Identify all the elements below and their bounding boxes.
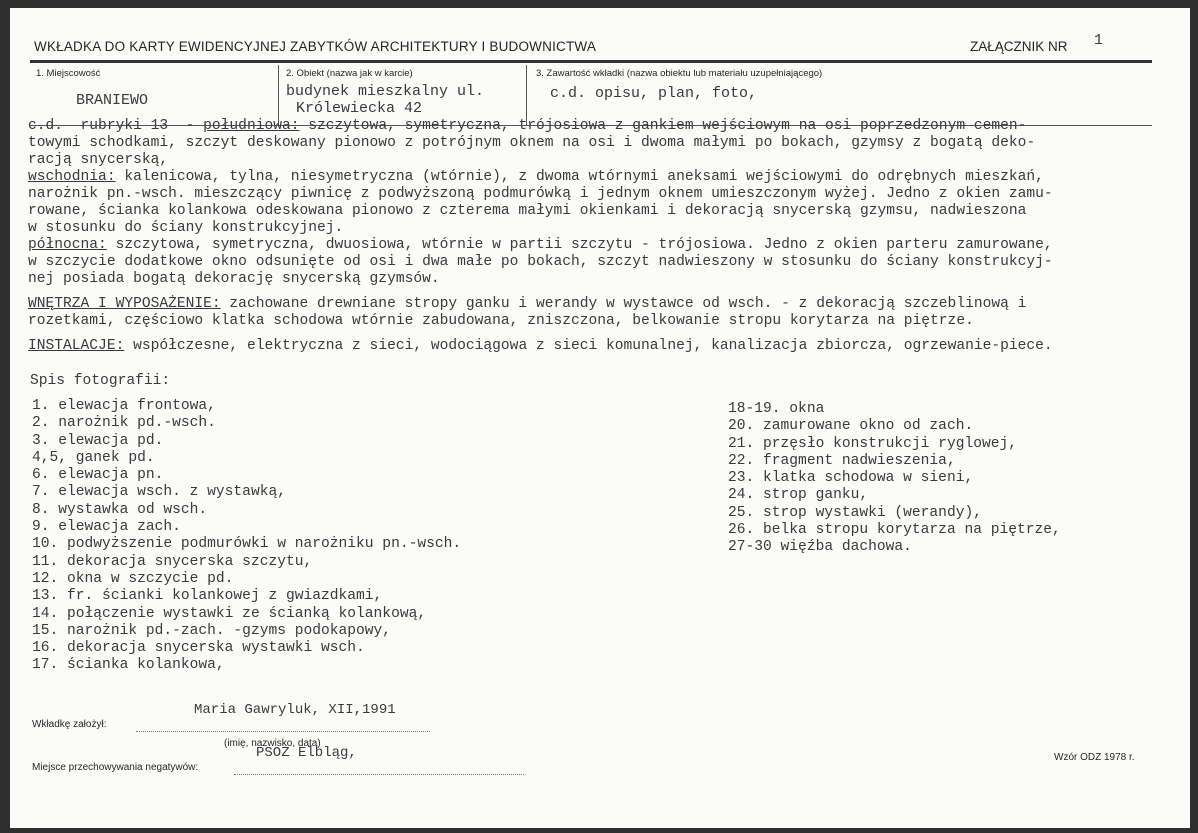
created-by-value: Maria Gawryluk, XII,1991: [194, 702, 396, 718]
section-heading-interiors: WNĘTRZA I WYPOSAŻENIE:: [28, 296, 221, 312]
photo-item: 13. fr. ścianki kolankowej z gwiazdkami,: [32, 588, 383, 605]
storage-dotted-line: [234, 773, 524, 775]
description-line: w stosunku do ściany konstrukcyjnej.: [28, 220, 344, 236]
photo-item: 16. dekoracja snycerska wystawki wsch.: [32, 640, 365, 657]
section-heading-east: wschodnia:: [28, 169, 116, 185]
locality-value: BRANIEWO: [76, 92, 149, 109]
description-line: nej posiada bogatą dekorację snycerską gzymsów.: [28, 271, 440, 287]
photo-item: 12. okna w szczycie pd.: [32, 570, 234, 587]
photo-item: 23. klatka schodowa w sieni,: [728, 470, 974, 487]
section-heading-installations: INSTALACJE:: [28, 338, 125, 354]
photo-item: 26. belka stropu korytarza na piętrze,: [728, 522, 1061, 539]
photo-item: 22. fragment nadwieszenia,: [728, 452, 956, 469]
photo-item: 8. wystawka od wsch.: [32, 501, 208, 518]
record-card: [10, 8, 1190, 828]
photo-list-right: [728, 401, 1061, 557]
photo-list-left: [32, 398, 461, 675]
form-model-note: Wzór ODZ 1978 r.: [1054, 752, 1135, 763]
description-line: c.d. rubryki 13 - południowa: szczytowa, symetryczna, trójosiowa z gankiem wejściowym na osi poprzedzonym cemen-: [28, 118, 1027, 134]
section-heading-north: północna:: [28, 237, 107, 253]
photo-item: 14. połączenie wystawki ze ścianką kolankową,: [32, 605, 427, 622]
locality-label: 1. Miejscowość: [36, 68, 101, 79]
photo-item: 9. elewacja zach.: [32, 519, 181, 536]
description-line: rozetkami, częściowo klatka schodowa wtórnie zabudowana, zniszczona, belkowanie stropu korytarza na piętrze.: [28, 313, 974, 329]
photo-item: 20. zamurowane okno od zach.: [728, 418, 974, 435]
created-by-label: Wkładkę założył:: [32, 719, 107, 730]
storage-value: PSOZ Elbląg,: [256, 745, 357, 761]
description-line: północna: szczytowa, symetryczna, dwuosiowa, wtórnie w partii szczytu - trójosiowa. Jedno z okien parteru zamurowane,: [28, 237, 1053, 253]
contents-value: c.d. opisu, plan, foto,: [550, 85, 758, 102]
photo-item: 1. elewacja frontowa,: [32, 398, 216, 414]
description-line: narożnik pn.-wsch. mieszczący piwnicę z podwyższoną podmurówką i jednym oknem umieszczonym wyżej. Jedno z okien zamu-: [28, 186, 1053, 202]
photo-item: 17. ścianka kolankowa,: [32, 657, 225, 674]
annex-label: ZAŁĄCZNIK NR: [970, 39, 1068, 54]
photo-item: 21. przęsło konstrukcji ryglowej,: [728, 435, 1018, 452]
object-value-line2: Królewiecka 42: [296, 100, 423, 117]
created-by-hint: (imię, nazwisko, data): [224, 738, 321, 749]
photo-item: 7. elewacja wsch. z wystawką,: [32, 484, 286, 501]
photo-item: 27-30 więźba dachowa.: [728, 539, 912, 556]
photo-item: 24. strop ganku,: [728, 487, 869, 504]
photo-item: 2. narożnik pd.-wsch.: [32, 415, 216, 432]
storage-label: Miejsce przechowywania negatywów:: [32, 762, 199, 773]
annex-number: 1: [1094, 32, 1104, 49]
description-line: towymi schodkami, szczyt deskowany pionowo z potrójnym oknem na osi i dwoma małymi po bokach, gzymsy z bogatą deko-: [28, 135, 1036, 151]
card-title: WKŁADKA DO KARTY EWIDENCYJNEJ ZABYTKÓW ARCHITEKTURY I BUDOWNICTWA: [34, 39, 597, 54]
photo-item: 11. dekoracja snycerska szczytu,: [32, 553, 313, 570]
description-line: WNĘTRZA I WYPOSAŻENIE: zachowane drewniane stropy ganku i werandy w wystawce od wsch. - z dekoracją szczeblinową i: [28, 296, 1027, 312]
created-by-dotted-line: [136, 730, 430, 732]
header-rule: [30, 60, 1152, 63]
description-line: wschodnia: kalenicowa, tylna, niesymetryczna (wtórnie), z dwoma wtórnymi aneksami wejściowymi do odrębnych mieszkań,: [28, 169, 1044, 185]
description-line: rowane, ścianka kolankowa odeskowana pionowo z czterema małymi okienkami i dekoracją snycerską gzymsu, nadwieszona: [28, 203, 1027, 219]
column-divider: [526, 65, 527, 125]
description-line: INSTALACJE: współczesne, elektryczna z sieci, wodociągowa z sieci komunalnej, kanalizacja zbiorcza, ogrzewanie-piece.: [28, 338, 1053, 354]
photo-item: 6. elewacja pn.: [32, 467, 164, 484]
photo-list-heading: Spis fotografii:: [30, 373, 171, 389]
photo-item: 25. strop wystawki (werandy),: [728, 504, 982, 521]
photo-item: 4,5, ganek pd.: [32, 449, 155, 466]
object-value-line1: budynek mieszkalny ul.: [286, 83, 485, 100]
column-divider: [278, 65, 279, 125]
photo-item: 15. narożnik pd.-zach. -gzyms podokapowy,: [32, 622, 392, 639]
description-line: racją snycerską,: [28, 152, 169, 168]
section-heading-south: południowa:: [203, 118, 300, 134]
object-label: 2. Obiekt (nazwa jak w karcie): [286, 68, 413, 79]
photo-item: 18-19. okna: [728, 401, 825, 417]
photo-item: 3. elewacja pd.: [32, 432, 164, 449]
description-line: w szczycie dodatkowe okno odsunięte od osi i dwa małe po bokach, szczyt nadwieszony w stosunku do ściany konstrukcyj-: [28, 254, 1053, 270]
photo-item: 10. podwyższenie podmurówki w narożniku pn.-wsch.: [32, 536, 462, 553]
contents-label: 3. Zawartość wkładki (nazwa obiektu lub materiału uzupełniającego): [536, 68, 823, 79]
